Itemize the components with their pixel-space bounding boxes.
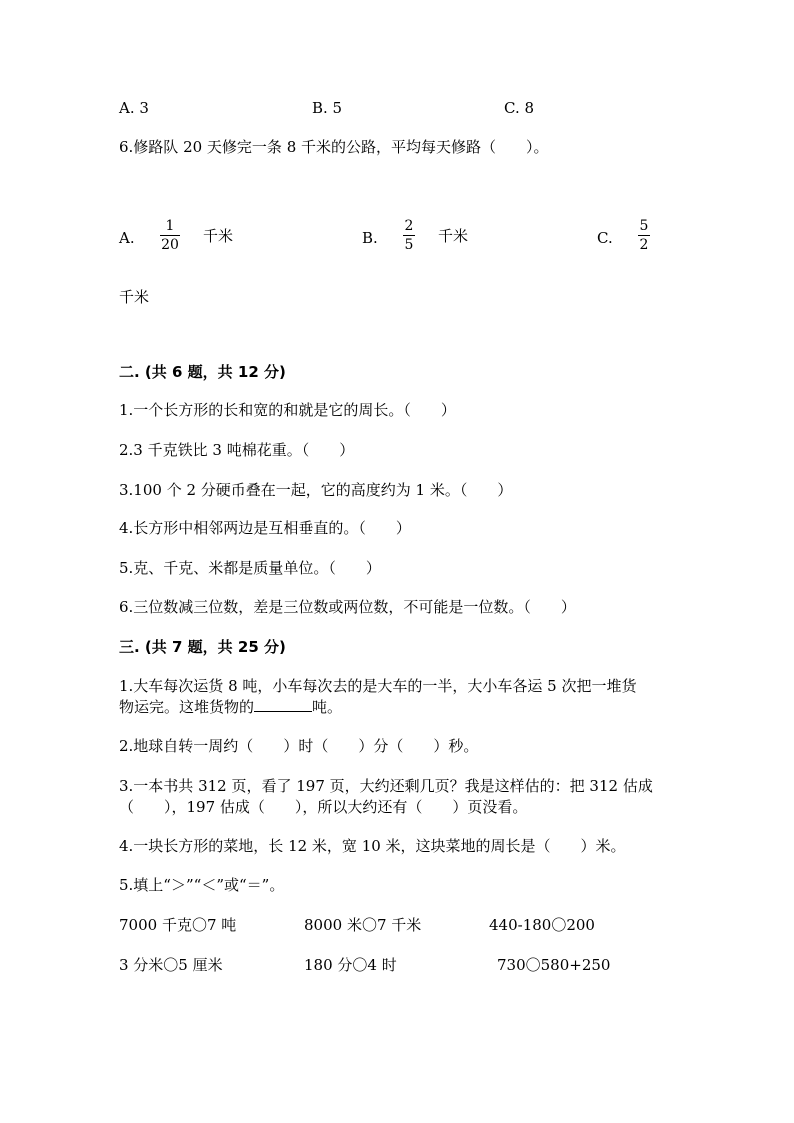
comparison-item: 180 分〇4 时 — [304, 956, 397, 974]
q6-option-a-fraction — [160, 218, 180, 253]
section-3-q1-line2 — [119, 697, 342, 717]
section-3-q2: 2.地球自转一周约（ ）时（ ）分（ ）秒。 — [119, 737, 479, 755]
section-2-heading: 二. (共 6 题，共 12 分) — [119, 363, 286, 381]
q6-option-a-label: A. — [119, 229, 135, 247]
fraction-bar — [160, 235, 180, 236]
fraction-bar — [638, 235, 650, 236]
section-3-heading: 三. (共 7 题，共 25 分) — [119, 638, 286, 656]
q6-option-c-fraction — [638, 218, 650, 253]
q6-question: 6.修路队 20 天修完一条 8 千米的公路，平均每天修路（ ）。 — [119, 138, 549, 156]
comparison-item: 3 分米〇5 厘米 — [119, 956, 223, 974]
q6-option-b-label: B. — [362, 229, 378, 247]
section-3-q5: 5.填上“＞”“＜”或“＝”。 — [119, 876, 285, 894]
q6-option-c-unit: 千米 — [119, 288, 150, 306]
fraction-numerator: 5 — [639, 218, 649, 234]
section-3-q1-line1: 1.大车每次运货 8 吨，小车每次去的是大车的一半，大小车各运 5 次把一堆货 — [119, 677, 637, 695]
section-2-item: 3.100 个 2 分硬币叠在一起，它的高度约为 1 米。（ ） — [119, 481, 513, 499]
section-2-item: 2.3 千克铁比 3 吨棉花重。（ ） — [119, 441, 355, 459]
q5-option-b: B. 5 — [312, 99, 343, 117]
section-2-item: 6.三位数减三位数，差是三位数或两位数，不可能是一位数。（ ） — [119, 598, 576, 616]
comparison-item: 730〇580+250 — [497, 956, 611, 974]
comparison-item: 440-180〇200 — [489, 916, 595, 934]
q5-option-c: C. 8 — [504, 99, 535, 117]
fraction-denominator: 2 — [639, 237, 649, 253]
section-3-q3-line1: 3.一本书共 312 页，看了 197 页，大约还剩几页？我是这样估的：把 312 估成 — [119, 777, 653, 795]
q5-option-a: A. 3 — [119, 99, 149, 117]
fraction-numerator: 2 — [404, 218, 414, 234]
fraction-denominator: 5 — [404, 237, 414, 253]
q6-option-a-unit: 千米 — [203, 227, 234, 245]
answer-blank[interactable] — [254, 697, 312, 712]
comparison-item: 7000 千克〇7 吨 — [119, 916, 237, 934]
q6-option-c-label: C. — [597, 229, 613, 247]
section-3-q4: 4.一块长方形的菜地，长 12 米，宽 10 米，这块菜地的周长是（ ）米。 — [119, 837, 626, 855]
q6-option-b-fraction — [403, 218, 415, 253]
q1-text-before-blank: 物运完。这堆货物的 — [119, 698, 255, 716]
section-2-item: 1.一个长方形的长和宽的和就是它的周长。（ ） — [119, 401, 456, 419]
q6-option-b-unit: 千米 — [438, 227, 469, 245]
fraction-bar — [403, 235, 415, 236]
fraction-numerator: 1 — [165, 218, 175, 234]
comparison-item: 8000 米〇7 千米 — [304, 916, 422, 934]
section-3-q3-line2: （ ），197 估成（ ），所以大约还有（ ）页没看。 — [119, 798, 528, 816]
q1-text-after-blank: 吨。 — [312, 698, 343, 716]
section-2-item: 4.长方形中相邻两边是互相垂直的。（ ） — [119, 519, 411, 537]
fraction-denominator: 20 — [161, 237, 179, 253]
section-2-item: 5.克、千克、米都是质量单位。（ ） — [119, 559, 381, 577]
